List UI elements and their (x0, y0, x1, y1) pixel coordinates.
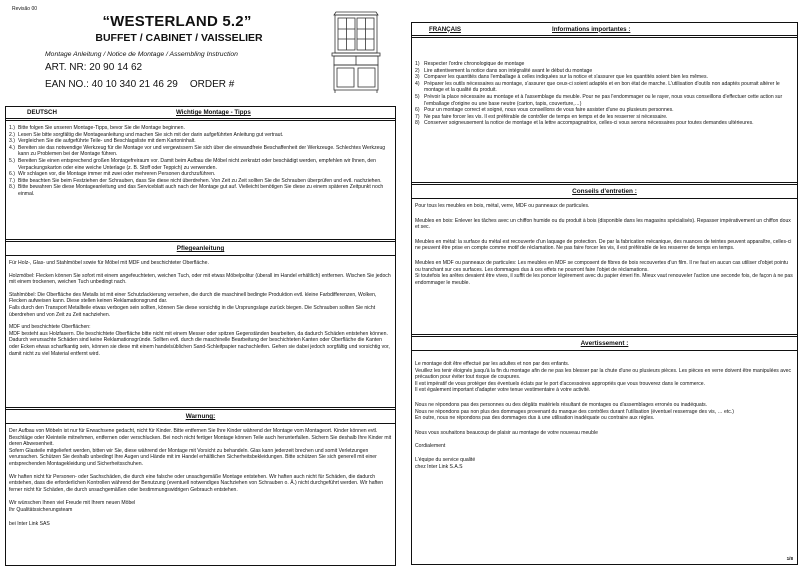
divider (411, 184, 798, 185)
divider (5, 239, 396, 240)
warning-para-8: Nous vous souhaitons beaucoup de plaisir au montage de votre nouveau meuble (415, 429, 598, 436)
warning-para-1: Le montage doit être effectué par les adultes et non par des enfants. (415, 361, 570, 367)
article-number: ART. NR: 20 90 14 62 (45, 62, 143, 73)
care-steel: Stahlmöbel: Die Oberfläche des Metalls ist mit einer Schutzlackierung versehen, die durch die maschinell bedingte Produktion evtl. kleine Farbdifferenzen, Wolken, Flecken aufweisen kann. Diese stellen keinen Reklamationsgrund dar. (9, 291, 377, 305)
divider (411, 37, 798, 38)
french-warning-text (415, 361, 793, 470)
instruction-line: Montage Anleitung / Notice de Montage / Assembling Instruction (45, 51, 238, 58)
divider (5, 407, 396, 408)
list-item: 4) Préparer les outils nécessaires au montage, s'assurer que ceux-ci soient adaptés et en bon état de marche. L'utilisation d'outils non adaptés pourrait altérer le montage et la qualité du produit. (415, 80, 780, 94)
warning-para-4: Il est également important d'adapter votre tenue vestimentaire à votre activité. (415, 387, 591, 394)
french-care-text (415, 203, 793, 286)
german-lang-label: DEUTSCH (27, 109, 57, 116)
warning-para-3: Il est impératif de vous protéger des éventuels éclats par le port d'accessoires appropriés que vous trouverez dans le commerce. (415, 380, 706, 387)
warning-para-10: L'équipe du service qualité (415, 456, 476, 463)
list-item: 6.) Wir schlagen vor, die Montage immer mit zwei oder mehreren Personen durchzuführen. (9, 171, 216, 178)
french-warning-heading: Avertissement : (580, 340, 629, 347)
warning-para-7: En outre, nous ne répondons pas des dommages dus à une utilisation inadéquate ou contraire aux règles. (415, 415, 655, 422)
list-item: 1.) Bitte folgen Sie unseren Montage-Tipps, bevor Sie die Montage beginnen. (9, 125, 185, 131)
list-item: 3) Comparer les quantités dans l'emballage à celles indiquées sur la notice et s'assurer que les quantités soient bien les mêmes. (415, 74, 708, 81)
list-item: 8.) Bitte bewahren Sie diese Montageanleitung und das Serviceblatt auch nach der Montage gut auf. Vielleicht benötigen Sie diese zu einem späteren Zeitpunkt noch einmal. (9, 184, 384, 197)
list-item: 2) Lire attentivement la notice dans son intégralité avant le début du montage (415, 67, 593, 74)
ean-line (45, 79, 234, 90)
divider (411, 336, 798, 337)
french-lang-label: FRANÇAIS (429, 25, 461, 33)
german-warning-heading: Warnung: (185, 413, 216, 420)
care-mdf: MDF besteht aus Holzfasern. Die beschichtete Oberfläche bitte nicht mit einem Messer oder spitzen Gegenständen bearbeiten, da dadurch Schäden entstehen können. Dadurch verursachte Schäden sind keine Reklamationsgründe. Sollten evtl. durch die maschinelle Bearbeitung der beschichteten Kanten oder Oberfläche die Kanten oder Ecken etwas scharfkantig sein, können sie diese mit einem handelsüblichen Sand-Schleifpapier nachschleifen. Gehen sie dabei jedoch sorgfältig und vorsichtig vor, damit nicht zu viel Material entfernt wird. (9, 330, 390, 357)
divider (5, 118, 396, 119)
warning-para-1: Der Aufbau von Möbeln ist nur für Erwachsene gedacht, nicht für Kinder. Bitte entfernen Sie Ihre Kinder während der Montage vom Montageort. Kinder können evtl. Beschläge oder Kleinteile mitnehmen, entfernen oder verschlucken. Bei noch nicht fertiger Montage können Teile auch herunterfallen. Sichern Sie deshalb Ihre Kinder mit deren Abwesenheit. (9, 428, 392, 448)
care-intro: Pour tous les meubles en bois, métal, verre, MDF ou panneaux de particules. (415, 203, 590, 209)
divider (5, 120, 396, 121)
warning-para-6: Nous ne répondons pas non plus des dommages provenant du manque des contrôles durant l'utilisation (éventuel resserrage des vis, … etc.) (415, 408, 734, 415)
german-tips-list (9, 125, 392, 198)
care-steel-2: Falls durch den Transport Metallteile etwas verbogen sein sollten, können Sie diese vorsichtig in die Ursprungslage zurück biegen. Die Schrauben sollten Sie nicht überdrehen und von Zeit zu Zeit nachziehen. (9, 304, 376, 318)
care-wood: Holzmöbel: Flecken können Sie sofort mit einem angefeuchteten, weichen Tuch, oder mit etwas Möbelpolitur (überall im Handel erhältlich) entfernen. Wischen Sie jedoch mit einem trockenen, weichen Tuch unbedingt nach. (9, 272, 391, 286)
warning-para-11: chez Inter Link S.A.S (415, 463, 463, 470)
german-warning-text (9, 428, 392, 527)
german-care-text (9, 260, 392, 357)
divider (5, 255, 396, 256)
cabinet-illustration (328, 9, 384, 95)
list-item: 8) Conserver soigneusement la notice de montage et la lettre accompagnatrice, celles-ci vous serons nécessaires pour toutes demandes ultérieures. (415, 120, 754, 127)
divider (5, 423, 396, 424)
french-header-row (411, 23, 798, 35)
divider (411, 182, 798, 183)
warning-para-3: Wir haften nicht für Personen- oder Sachschäden, die durch eine falsche oder unsachgemäße Montage entstehen. Wir haften auch nicht für Schäden, die dadurch entstehen, dass die erforderlichen Kontrollen während der Benutzung (eventuell notwendiges Nachziehen von Schrauben o. Ä.) nicht durchgeführt werden. Wir haften ferner nicht für Schäden, die durch unsachgemäßen oder bestimmungswidrigen Gebrauch entstehen. (9, 473, 384, 493)
care-intro: Für Holz-, Glas- und Stahlmöbel sowie für Möbel mit MDF und beschichteter Oberfläche. (9, 260, 209, 266)
list-item: 2.) Lesen Sie bitte sorgfältig die Montageanleitung und machen Sie sich mit der darin aufgeführten Anleitung gut vertraut. (9, 131, 284, 138)
ean-number: EAN NO.: 40 10 340 21 46 29 (45, 79, 178, 90)
closing-line-1: Wir wünschen Ihnen viel Freude mit Ihrem neuen Möbel (9, 500, 136, 507)
divider (411, 198, 798, 199)
page-number: 1/8 (786, 556, 793, 561)
divider (5, 241, 396, 242)
french-page (411, 22, 798, 565)
german-tips-heading: Wichtige Montage - Tipps (176, 109, 251, 116)
warning-para-9: Cordialement (415, 443, 446, 450)
list-item: 5) Prévoir la place nécessaire au montage et à l'assemblage du meuble. Pour ne pas l'endommager ou le rayer, nous vous conseillons d'effectuer cette action sur l'emballage d'origine ou une base neutre (carton, tapis, couverture,…) (415, 93, 783, 107)
product-title: “WESTERLAND 5.2” (102, 13, 252, 30)
list-item: 1) Respecter l'ordre chronologique de montage (415, 61, 525, 67)
french-info-list (415, 61, 793, 127)
divider (411, 350, 798, 351)
list-item: 4.) Bereiten sie das notwendige Werkzeug für die Montage vor und vergewissern Sie sich über die einwandfreie Beschaffenheit der Werkzeuge. Schlechtes Werkzeug kann zu Problemen bei der Montage führen. (9, 144, 386, 158)
warning-para-5: Nous ne répondons pas des personnes ou des dégâts matériels résultant de montages ou d'assemblages erronés ou inadéquats. (415, 401, 708, 408)
order-label: ORDER # (189, 79, 235, 90)
list-item: 5.) Bereiten Sie einen entsprechend großen Montagefreiraum vor. Damit beim Aufbau die Möbel nicht zerkratzt oder beschädigt werden, empfehlen wir Ihnen, den Verpackungskarton oder eine weiche Unterlage (z. B. Stoff oder Teppich) zu verwenden. (9, 157, 376, 171)
revision-label: Revisão 00 (12, 6, 38, 12)
german-page (5, 4, 396, 566)
divider (5, 409, 396, 410)
german-header-row (5, 107, 396, 118)
closing-line-3: bei Inter Link SAS (9, 520, 50, 527)
list-item: 6) Pour un montage correct et soigné, nous vous conseillons de vous faire assister d'une ou plusieurs personnes. (415, 107, 674, 114)
warning-para-2: Sofern Glasteile mitgeliefert werden, bitten wir Sie, diese während der Montage mit Vorsicht zu behandeln. Glas kann jederzeit brechen und somit Verletzungen verursachen. Schützen Sie deshalb unbedingt Ihre Augen und Hände mit im Handel erhältlichen Sicherheitsbekleidungen. Bitte schützen Sie sich generell mit einer entsprechenden Montagekleidung und Sicherheitsschuhen. (9, 447, 377, 467)
divider (411, 334, 798, 335)
closing-line-2: Ihr Qualitätssicherungsteam (9, 506, 73, 513)
care-metal: Meubles en métal: la surface du métal est recouverte d'un laquage de protection. De par la fabrication mécanique, des nuances de teintes peuvent apparaître, celles-ci ne peuvent être prise en compte comme motif de réclamation. Ne pas faire forcer les vis, il est préférable de les resserrer de temps en temps. (415, 238, 792, 252)
french-care-heading: Conseils d'entretien : (572, 188, 637, 195)
list-item: 7.) Bitte beachten Sie beim Festziehen der Schrauben, dass Sie diese nicht überdrehen. Von Zeit zu Zeit sollten Sie die Schrauben überprüfen und evtl. nachziehen. (9, 177, 382, 184)
warning-para-2: Veuillez les tenir éloignés jusqu'à la fin du montage afin de ne pas les blesser par la chute d'une ou plusieurs pièces. Les pièces en verre doivent être manipulées avec précaution pour éviter tout risque de coupures. (415, 367, 791, 381)
product-subtitle: BUFFET / CABINET / VAISSELIER (95, 32, 263, 44)
list-item: 7) Ne pas faire forcer les vis. Il est préférable de contrôler de temps en temps et de les resserrer si nécessaire. (415, 113, 668, 120)
care-mdf: Meubles en MDF ou panneaux de particules: Les meubles en MDF se composent de fibres de bois recouvertes d'un film. Il ne faut en aucun cas utiliser d'objet pointu ou tranchant sur ces surfaces. Les dommages dus à ces effets ne pourront faire l'objet de réclamations. (415, 259, 789, 273)
care-mdf-heading: MDF und beschichtete Oberflächen: (9, 324, 91, 331)
care-mdf-2: Si toutefois les arêtes devaient être vives, il suffit de les poncer légèrement avec du papier émeri fin. Mieux vaut renouveler l'action une seconde fois, de façon à ne pas endommager le meuble. (415, 273, 793, 286)
care-wood: Meubles en bois: Enlever les tâches avec un chiffon humide ou du produit à bois (disponible dans les magasins spécialisés). Repasser impérativement un chiffon doux et sec. (415, 217, 791, 231)
list-item: 3.) Vergleichen Sie die aufgeführte Teile- und Beschlagsliste mit dem Kartoninhalt. (9, 138, 196, 145)
divider (411, 35, 798, 36)
french-info-heading: Informations importantes : (552, 25, 631, 33)
german-care-heading: Pflegeanleitung (176, 245, 225, 252)
